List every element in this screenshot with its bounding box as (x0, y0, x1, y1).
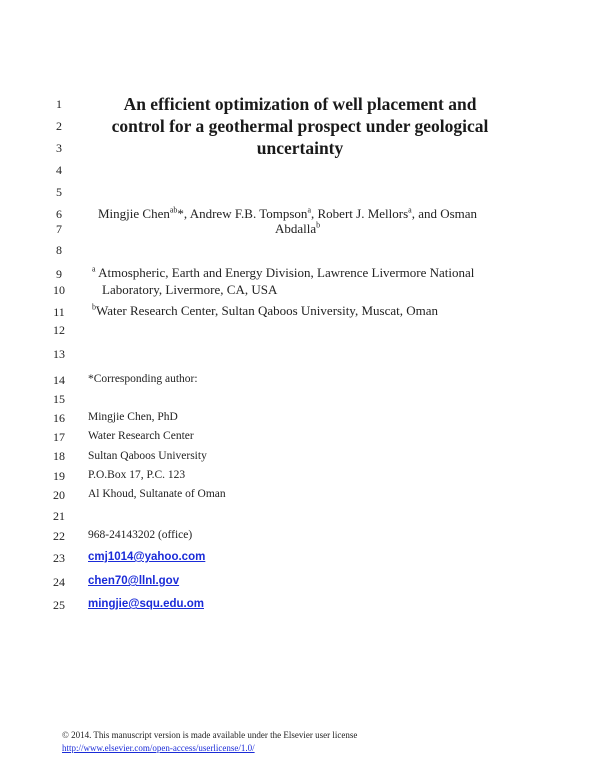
line-number: 4 (56, 163, 62, 177)
separator: , (311, 206, 318, 221)
email-link-yahoo[interactable]: cmj1014@yahoo.com (88, 551, 206, 563)
affiliation-mark: b (92, 302, 96, 312)
line-number: 10 (53, 283, 65, 297)
line-number: 18 (53, 449, 65, 463)
affiliation-mark: a (307, 205, 311, 215)
contact-city: Al Khoud, Sultanate of Oman (88, 488, 226, 500)
contact-pobox: P.O.Box 17, P.C. 123 (88, 469, 186, 481)
author-name: Abdalla (275, 221, 317, 236)
corresponding-label: *Corresponding author: (88, 373, 198, 385)
line-number: 25 (53, 598, 65, 612)
affiliation-mark: ab (169, 205, 178, 215)
line-number: 15 (53, 392, 65, 406)
contact-university: Sultan Qaboos University (88, 450, 207, 462)
affiliation-text: Atmospheric, Earth and Energy Division, Lawrence Livermore National (98, 265, 475, 280)
line-number: 17 (53, 430, 65, 444)
line-number: 3 (56, 141, 62, 155)
affiliation-mark: a (408, 205, 412, 215)
contact-name: Mingjie Chen, PhD (88, 411, 178, 423)
affiliation-a-cont: Laboratory, Livermore, CA, USA (102, 282, 278, 297)
author-name: Andrew F.B. Tompson (189, 206, 308, 221)
line-number: 2 (56, 119, 62, 133)
line-number: 1 (56, 97, 62, 111)
paper-title-line-1: An efficient optimization of well placement and (123, 94, 477, 114)
line-number: 13 (53, 347, 65, 361)
author-name: Mingjie Chen (98, 206, 170, 221)
line-number: 19 (53, 469, 65, 483)
author-line (98, 206, 477, 222)
line-number: 24 (53, 575, 65, 589)
paper-title-line-3: uncertainty (256, 138, 344, 158)
author-name: Robert J. Mellors (317, 206, 409, 221)
line-number: 22 (53, 529, 65, 543)
affiliation-a (92, 265, 474, 281)
line-number: 20 (53, 488, 65, 502)
line-number: 9 (56, 267, 62, 281)
line-number: 11 (53, 305, 65, 319)
line-number: 8 (56, 243, 62, 257)
line-number: 5 (56, 185, 62, 199)
affiliation-mark: a (92, 264, 96, 274)
paper-title-line-2: control for a geothermal prospect under geological (111, 116, 489, 136)
separator: , and Osman (411, 206, 478, 221)
line-number: 21 (53, 509, 65, 523)
line-number: 23 (53, 551, 65, 565)
corresponding-mark: *, (177, 206, 190, 221)
affiliation-b (92, 303, 438, 319)
line-number: 14 (53, 373, 65, 387)
line-number: 6 (56, 207, 62, 221)
license-link[interactable]: http://www.elsevier.com/open-access/userlicense/1.0/ (62, 743, 255, 753)
license-notice: © 2014. This manuscript version is made available under the Elsevier user license (62, 730, 358, 740)
contact-phone: 968-24143202 (office) (88, 529, 193, 541)
line-number: 12 (53, 323, 65, 337)
author-line-2 (275, 221, 320, 237)
affiliation-text: Water Research Center, Sultan Qaboos University, Muscat, Oman (96, 303, 438, 318)
affiliation-mark: b (316, 220, 321, 230)
email-link-llnl[interactable]: chen70@llnl.gov (88, 575, 180, 587)
contact-org: Water Research Center (88, 430, 194, 442)
email-link-squ[interactable]: mingjie@squ.edu.om (88, 598, 204, 610)
line-number: 16 (53, 411, 65, 425)
line-number: 7 (56, 222, 62, 236)
